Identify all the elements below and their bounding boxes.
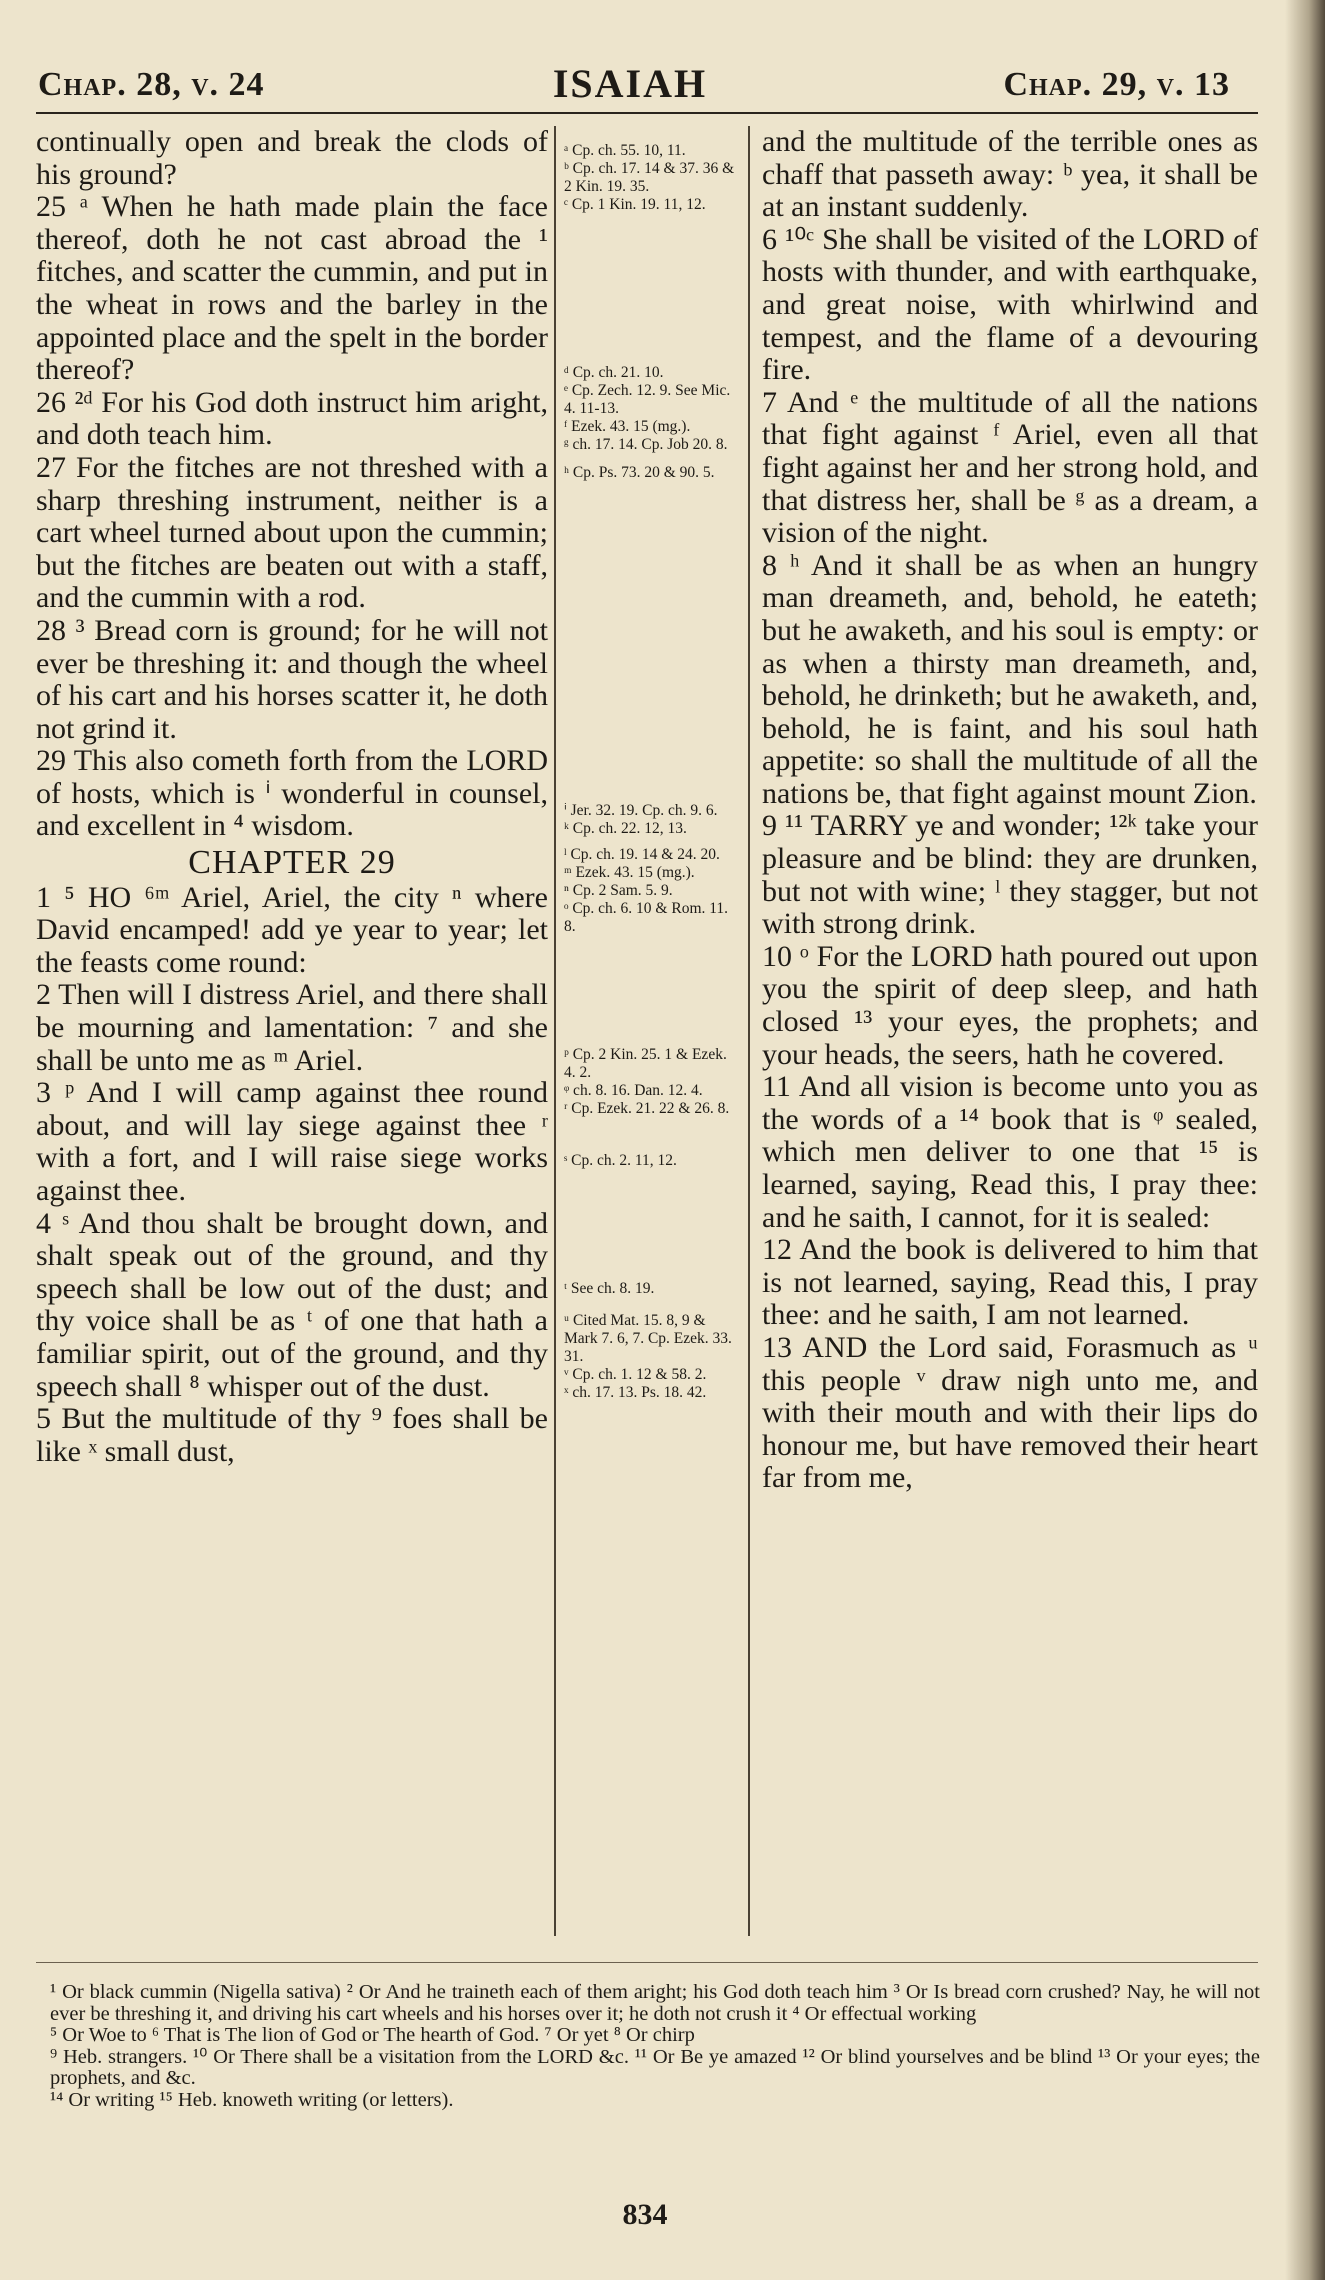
- margin-note: ᵐ Ezek. 43. 15 (mg.).: [564, 864, 695, 881]
- verse: and the multitude of the terrible ones as chaff that passeth away: ᵇ yea, it shall be at an instant suddenly.: [762, 125, 1258, 224]
- margin-note: ᵃ Cp. ch. 55. 10, 11.: [564, 142, 686, 159]
- margin-note: ᵏ Cp. ch. 22. 12, 13.: [564, 820, 687, 837]
- margin-note: ᵛ Cp. ch. 1. 12 & 58. 2.: [564, 1366, 707, 1383]
- margin-note: ᶠ Ezek. 43. 15 (mg.).: [564, 418, 691, 435]
- right-text-column: [762, 126, 1258, 1495]
- margin-note: ⁱ Jer. 32. 19. Cp. ch. 9. 6.: [564, 802, 718, 819]
- verse: 25 ᵃ When he hath made plain the face thereof, doth he not cast abroad the ¹ fitches, and scatter the cummin, and put in the wheat in rows and the barley in the appointed place and the spelt in the border thereof?: [36, 190, 548, 387]
- footnote-line: ¹ Or black cummin (Nigella sativa) ² Or And he traineth each of them aright; his God doth teach him ³ Or Is bread corn crushed? Nay, he will not ever be threshing it, and driving his cart wheels and his horses over it; he doth not crush it ⁴ Or effectual working: [50, 1981, 1260, 2025]
- page-number: 834: [622, 2198, 668, 2231]
- footnote-line: ¹⁴ Or writing ¹⁵ Heb. knoweth writing (or letters).: [50, 2088, 454, 2111]
- verse: 1 ⁵ HO ⁶ᵐ Ariel, Ariel, the city ⁿ where David encamped! add ye year to year; let the feasts come round:: [36, 880, 548, 979]
- column-divider-right: [748, 126, 750, 1936]
- verse: 4 ˢ And thou shalt be brought down, and shalt speak out of the ground, and thy speech shall be low out of the dust; and thy voice shall be as ᵗ of one that hath a familiar spirit, out of the ground, and thy speech shall ⁸ whisper out of the dust.: [36, 1206, 548, 1403]
- verse: 11 And all vision is become unto you as the words of a ¹⁴ book that is ᵠ sealed, which men deliver to one that ¹⁵ is learned, saying, Read this, I pray thee: and he saith, I cannot, for it is sealed:: [762, 1070, 1258, 1234]
- verse: 3 ᵖ And I will camp against thee round about, and will lay siege against thee ʳ with a fort, and I will raise siege works against thee.: [36, 1076, 548, 1207]
- margin-note: ᵗ See ch. 8. 19.: [564, 1280, 655, 1297]
- margin-note: ʳ Cp. Ezek. 21. 22 & 26. 8.: [564, 1100, 730, 1117]
- footnote-line: ⁹ Heb. strangers. ¹⁰ Or There shall be a visitation from the LORD &c. ¹¹ Or Be ye amazed ¹² Or blind yourselves and be blind ¹³ Or your eyes; the prophets, and &c.: [50, 2045, 1260, 2089]
- margin-note: ᵉ Cp. Zech. 12. 9. See Mic. 4. 11-13.: [564, 382, 731, 417]
- verse: 2 Then will I distress Ariel, and there shall be mourning and lamentation: ⁷ and she shall be unto me as ᵐ Ariel.: [36, 978, 548, 1077]
- page-edge-shadow: [1285, 0, 1325, 2280]
- verse: 13 AND the Lord said, Forasmuch as ᵘ this people ᵛ draw nigh unto me, and with their mouth and with their lips do honour me, but have removed their heart far from me,: [762, 1330, 1258, 1495]
- footnotes: [50, 1982, 1260, 2111]
- verse: 26 ²ᵈ For his God doth instruct him aright, and doth teach him.: [36, 385, 548, 452]
- margin-note: ˢ Cp. ch. 2. 11, 12.: [564, 1152, 677, 1169]
- verse: 8 ʰ And it shall be as when an hungry man dreameth, and, behold, he eateth; but he awaketh, and his soul is empty: or as when a thirsty man dreameth, and, behold, he drinketh; but he awaketh, and, behold, he is faint, and his soul hath appetite: so shall the multitude of all the nations be, that fight against mount Zion.: [762, 548, 1258, 810]
- header-chapter-right: Chap. 29, v. 13: [1003, 66, 1230, 103]
- margin-references-column: [564, 126, 742, 1402]
- verse: 6 ¹⁰ᶜ She shall be visited of the LORD of hosts with thunder, and with earthquake, and great noise, with whirlwind and tempest, and the flame of a devouring fire.: [762, 222, 1258, 387]
- verse: 28 ³ Bread corn is ground; for he will not ever be threshing it: and though the wheel of his cart and his horses scatter it, he doth not grind it.: [36, 613, 548, 745]
- margin-note: ᵇ Cp. ch. 17. 14 & 37. 36 & 2 Kin. 19. 35.: [564, 160, 735, 195]
- verse: 7 And ᵉ the multitude of all the nations that fight against ᶠ Ariel, even all that fight against her and her strong hold, and that distress her, shall be ᵍ as a dream, a vision of the night.: [762, 385, 1258, 550]
- header-chapter-left: Chap. 28, v. 24: [38, 66, 265, 103]
- verse: 5 But the multitude of thy ⁹ foes shall be like ˣ small dust,: [36, 1402, 548, 1468]
- footnote-line: ⁵ Or Woe to ⁶ That is The lion of God or The hearth of God. ⁷ Or yet ⁸ Or chirp: [50, 2024, 695, 2046]
- margin-note: ᵠ ch. 8. 16. Dan. 12. 4.: [564, 1082, 703, 1099]
- verse: 29 This also cometh forth from the LORD of hosts, which is ⁱ wonderful in counsel, and excellent in ⁴ wisdom.: [36, 744, 548, 843]
- verse: 12 And the book is delivered to him that is not learned, saying, Read this, I pray thee: and he saith, I am not learned.: [762, 1233, 1258, 1332]
- verse: 27 For the fitches are not threshed with a sharp threshing instrument, neither is a cart wheel turned about upon the cummin; but the fitches are beaten out with a staff, and the cummin with a rod.: [36, 450, 548, 615]
- margin-note: ᵖ Cp. 2 Kin. 25. 1 & Ezek. 4. 2.: [564, 1046, 727, 1081]
- verse: 9 ¹¹ TARRY ye and wonder; ¹²ᵏ take your pleasure and be blind: they are drunken, but not with wine; ˡ they stagger, but not with strong drink.: [762, 809, 1258, 941]
- margin-note: ᶜ Cp. 1 Kin. 19. 11, 12.: [564, 196, 706, 213]
- margin-note: ˡ Cp. ch. 19. 14 & 24. 20.: [564, 846, 720, 863]
- margin-note: ʰ Cp. Ps. 73. 20 & 90. 5.: [564, 464, 715, 481]
- verse: 10 ᵒ For the LORD hath poured out upon you the spirit of deep sleep, and hath closed ¹³ your eyes, the prophets; and your heads, the seers, hath he covered.: [762, 939, 1258, 1071]
- chapter-heading: CHAPTER 29: [188, 844, 396, 882]
- margin-note: ᵍ ch. 17. 14. Cp. Job 20. 8.: [564, 436, 728, 453]
- header-book-title: ISAIAH: [552, 61, 708, 106]
- footnote-rule: [36, 1962, 1258, 1963]
- left-text-column: [36, 126, 548, 1468]
- margin-note: ⁿ Cp. 2 Sam. 5. 9.: [564, 882, 673, 899]
- running-header: [0, 60, 1260, 110]
- margin-note: ᵒ Cp. ch. 6. 10 & Rom. 11. 8.: [564, 900, 729, 935]
- verse: continually open and break the clods of his ground?: [36, 125, 548, 191]
- column-divider-left: [554, 126, 556, 1936]
- header-rule: [36, 112, 1258, 114]
- margin-note: ᵈ Cp. ch. 21. 10.: [564, 364, 664, 381]
- margin-note: ˣ ch. 17. 13. Ps. 18. 42.: [564, 1384, 707, 1401]
- margin-note: ᵘ Cited Mat. 15. 8, 9 & Mark 7. 6, 7. Cp. Ezek. 33. 31.: [564, 1312, 732, 1365]
